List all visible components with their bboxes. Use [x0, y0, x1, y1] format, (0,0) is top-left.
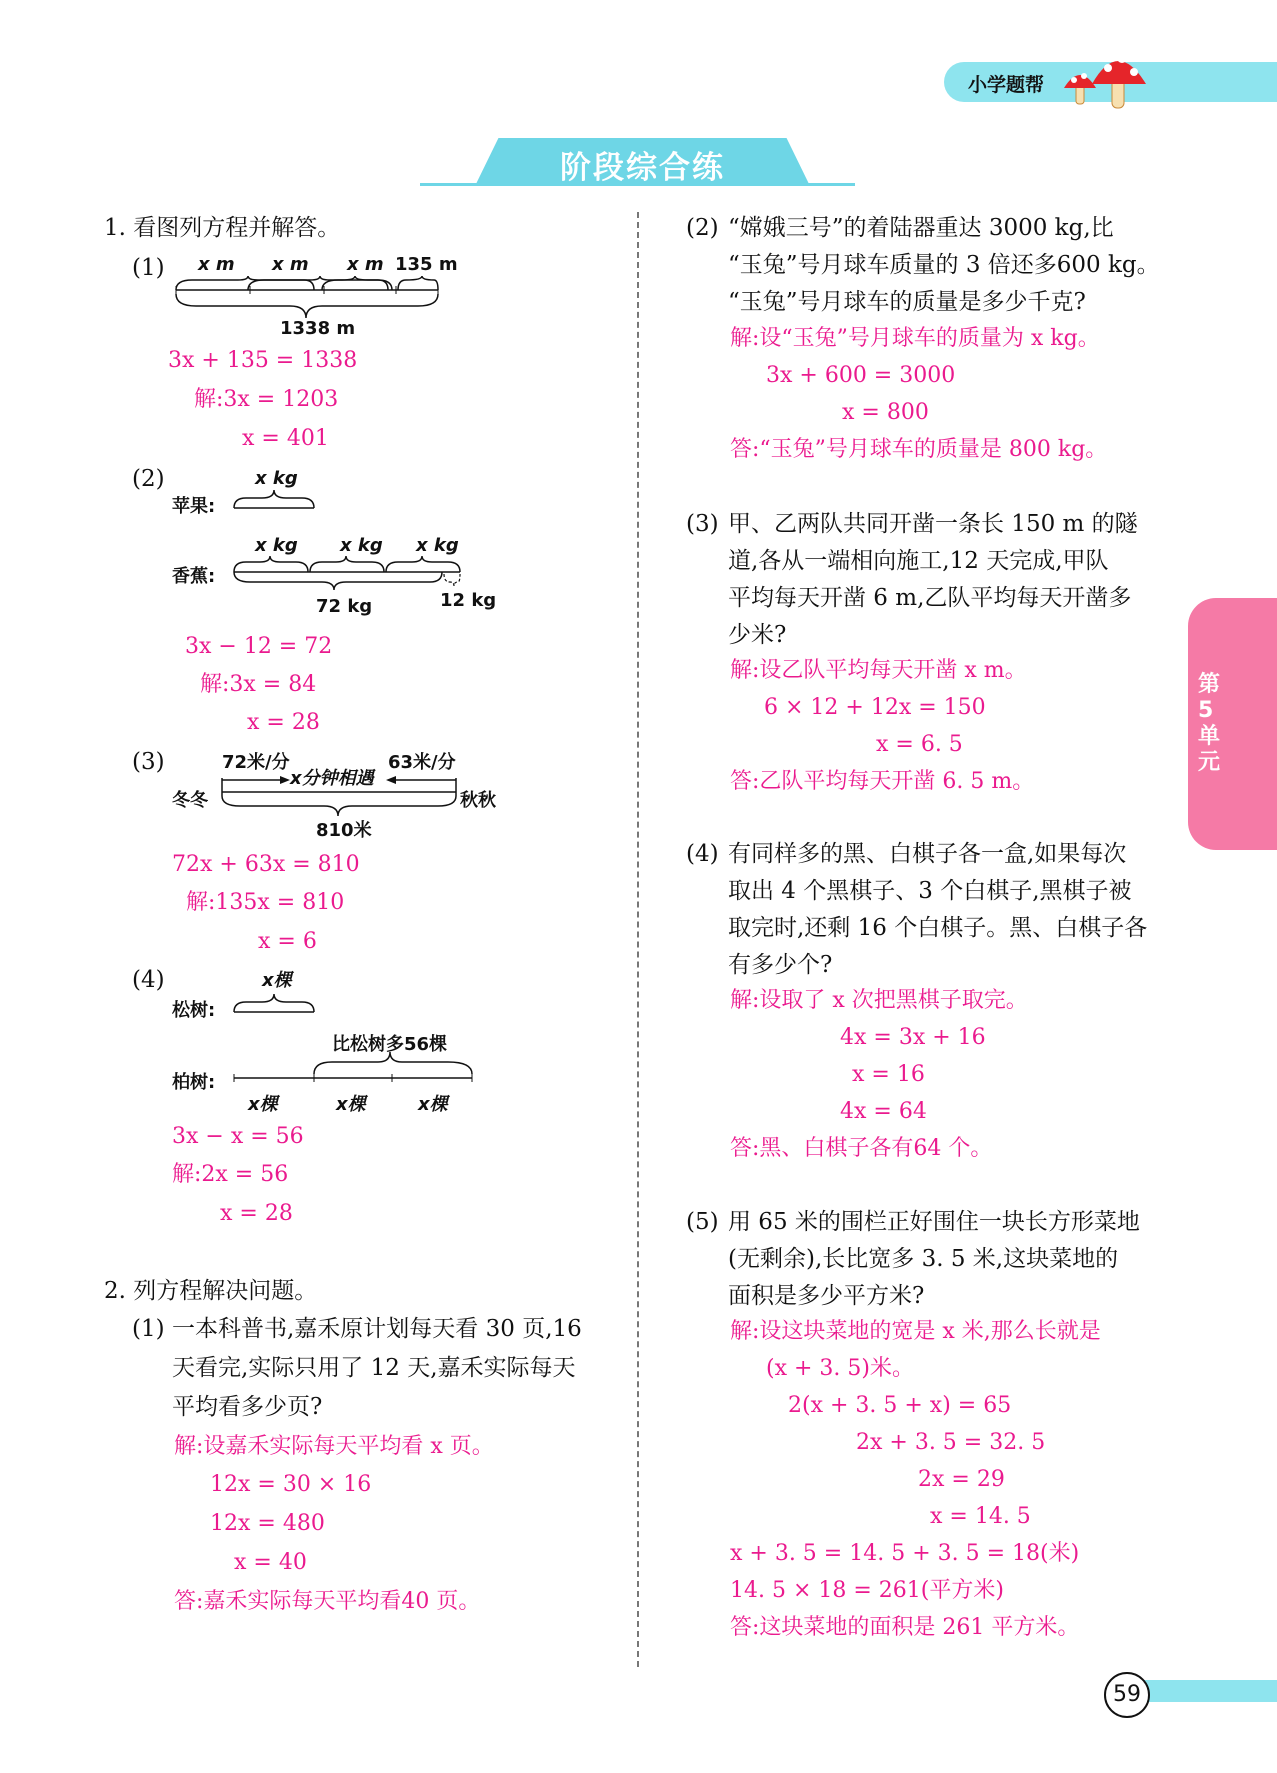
total-label: 72 kg — [316, 596, 373, 617]
seg-label: x m — [198, 254, 235, 275]
more-label: 比松树多56棵 — [332, 1034, 448, 1055]
answer-line: 答:这块菜地的面积是 261 平方米。 — [730, 1615, 1080, 1640]
answer-line: x = 6 — [258, 929, 317, 954]
answer-line: 6 × 12 + 12x = 150 — [764, 695, 986, 720]
answer-line: 解:135x = 810 — [186, 890, 345, 915]
seg-label: x kg — [255, 535, 298, 556]
answer-line: 3x + 135 = 1338 — [168, 348, 358, 373]
answer-line: 2x = 29 — [918, 1467, 1005, 1492]
brand-label: 小学题帮 — [968, 74, 1045, 96]
answer-line: 3x − 12 = 72 — [185, 634, 333, 659]
answer-line: 解:设取了 x 次把黑棋子取完。 — [730, 988, 1028, 1013]
question-line: “嫦娥三号”的着陆器重达 3000 kg,比 — [728, 215, 1114, 241]
answer-line: 12x = 30 × 16 — [210, 1472, 372, 1497]
seg-label: x棵 — [336, 1094, 366, 1115]
q1-p2-number: (2) — [132, 466, 165, 492]
row-label: 松树: — [172, 1000, 216, 1021]
answer-line: 解:3x = 84 — [200, 672, 317, 697]
total-label: 810米 — [316, 820, 372, 841]
answer-line: (x + 3. 5)米。 — [766, 1356, 914, 1381]
answer-line: x = 28 — [247, 710, 320, 735]
unit-tab-label: 第5单元 — [1198, 672, 1221, 775]
answer-line: x = 14. 5 — [930, 1504, 1031, 1529]
section-title: 阶段综合练 — [560, 150, 725, 186]
answer-line: x = 800 — [842, 400, 929, 425]
apple-bar — [232, 490, 322, 514]
cypress-bar — [232, 1050, 482, 1090]
meeting-diagram — [220, 770, 460, 820]
minus-label: 12 kg — [440, 590, 497, 611]
row-label: 香蕉: — [172, 566, 216, 587]
row-label: 苹果: — [172, 496, 216, 517]
answer-line: x = 16 — [852, 1062, 925, 1087]
q2-p3-number: (3) — [686, 511, 719, 537]
answer-line: 解:设这块菜地的宽是 x 米,那么长就是 — [730, 1319, 1101, 1344]
seg-label: x m — [347, 254, 384, 275]
question-line: 取出 4 个黑棋子、3 个白棋子,黑棋子被 — [728, 878, 1132, 904]
answer-line: 4x = 3x + 16 — [840, 1025, 986, 1050]
column-divider — [637, 212, 639, 1667]
answer-line: 答:嘉禾实际每天平均看40 页。 — [174, 1589, 481, 1614]
mushroom-icon — [1062, 44, 1150, 114]
page-footer-bar — [1128, 1680, 1277, 1702]
seg-label: x棵 — [262, 970, 292, 991]
q1-title: 1. 看图列方程并解答。 — [104, 215, 341, 241]
answer-line: x = 28 — [220, 1201, 293, 1226]
answer-line: 3x + 600 = 3000 — [766, 363, 956, 388]
q2-p1-number: (1) — [132, 1316, 165, 1342]
row-label: 柏树: — [172, 1072, 216, 1093]
answer-line: 12x = 480 — [210, 1511, 325, 1536]
speed-label: 63米/分 — [388, 752, 456, 773]
answer-line: 3x − x = 56 — [172, 1124, 304, 1149]
q2-title: 2. 列方程解决问题。 — [104, 1278, 318, 1304]
pine-bar — [232, 994, 322, 1018]
q1-p4-number: (4) — [132, 967, 165, 993]
answer-line: 解:设乙队平均每天开凿 x m。 — [730, 658, 1027, 683]
question-line: 用 65 米的围栏正好围住一块长方形菜地 — [728, 1209, 1140, 1235]
q2-p2-number: (2) — [686, 215, 719, 241]
seg-label: x棵 — [248, 1094, 278, 1115]
answer-line: 14. 5 × 18 = 261(平方米) — [730, 1578, 1004, 1603]
question-line: “玉兔”号月球车质量的 3 倍还多600 kg。 — [728, 252, 1160, 278]
answer-line: x = 401 — [242, 426, 329, 451]
question-line: 甲、乙两队共同开凿一条长 150 m 的隧 — [728, 511, 1138, 537]
question-line: 一本科普书,嘉禾原计划每天看 30 页,16 — [172, 1316, 582, 1342]
answer-line: 答:乙队平均每天开凿 6. 5 m。 — [730, 769, 1035, 794]
answer-line: 72x + 63x = 810 — [172, 852, 360, 877]
question-line: 平均看多少页? — [172, 1394, 323, 1420]
seg-label: x kg — [340, 535, 383, 556]
q1-p1-number: (1) — [132, 255, 165, 281]
answer-line: 2(x + 3. 5 + x) = 65 — [788, 1393, 1012, 1418]
question-line: 取完时,还剩 16 个白棋子。黑、白棋子各 — [728, 915, 1148, 941]
answer-line: 解:设嘉禾实际每天平均看 x 页。 — [174, 1434, 494, 1459]
question-line: 有同样多的黑、白棋子各一盒,如果每次 — [728, 841, 1127, 867]
answer-line: 解:3x = 1203 — [194, 387, 339, 412]
meet-label: x分钟相遇 — [290, 768, 374, 789]
question-line: 有多少个? — [728, 952, 833, 978]
answer-line: 解:设“玉兔”号月球车的质量为 x kg。 — [730, 326, 1100, 351]
row-label: 秋秋 — [460, 790, 496, 811]
answer-line: 4x = 64 — [840, 1099, 927, 1124]
seg-label: x kg — [416, 535, 459, 556]
q2-p4-number: (4) — [686, 841, 719, 867]
page-number: 59 — [1104, 1672, 1150, 1718]
seg-label: x kg — [255, 468, 298, 489]
question-line: (无剩余),长比宽多 3. 5 米,这块菜地的 — [728, 1246, 1119, 1272]
question-line: 天看完,实际只用了 12 天,嘉禾实际每天 — [172, 1355, 576, 1381]
answer-line: x = 40 — [234, 1550, 307, 1575]
seg-label: x棵 — [418, 1094, 448, 1115]
row-label: 冬冬 — [172, 790, 208, 811]
speed-label: 72米/分 — [222, 752, 290, 773]
q1-p3-number: (3) — [132, 749, 165, 775]
answer-line: 答:“玉兔”号月球车的质量是 800 kg。 — [730, 437, 1108, 462]
question-line: 平均每天开凿 6 m,乙队平均每天开凿多 — [728, 585, 1132, 611]
answer-line: x = 6. 5 — [876, 732, 963, 757]
question-line: 面积是多少平方米? — [728, 1283, 925, 1309]
answer-line: 答:黑、白棋子各有64 个。 — [730, 1136, 993, 1161]
question-line: 少米? — [728, 622, 787, 648]
question-line: “玉兔”号月球车的质量是多少千克? — [728, 289, 1086, 315]
total-label: 1338 m — [280, 318, 356, 339]
answer-line: 解:2x = 56 — [172, 1162, 289, 1187]
answer-line: 2x + 3. 5 = 32. 5 — [856, 1430, 1046, 1455]
seg-label: x m — [272, 254, 309, 275]
question-line: 道,各从一端相向施工,12 天完成,甲队 — [728, 548, 1109, 574]
answer-line: x + 3. 5 = 14. 5 + 3. 5 = 18(米) — [730, 1541, 1080, 1566]
seg-label: 135 m — [395, 254, 458, 275]
q2-p5-number: (5) — [686, 1209, 719, 1235]
